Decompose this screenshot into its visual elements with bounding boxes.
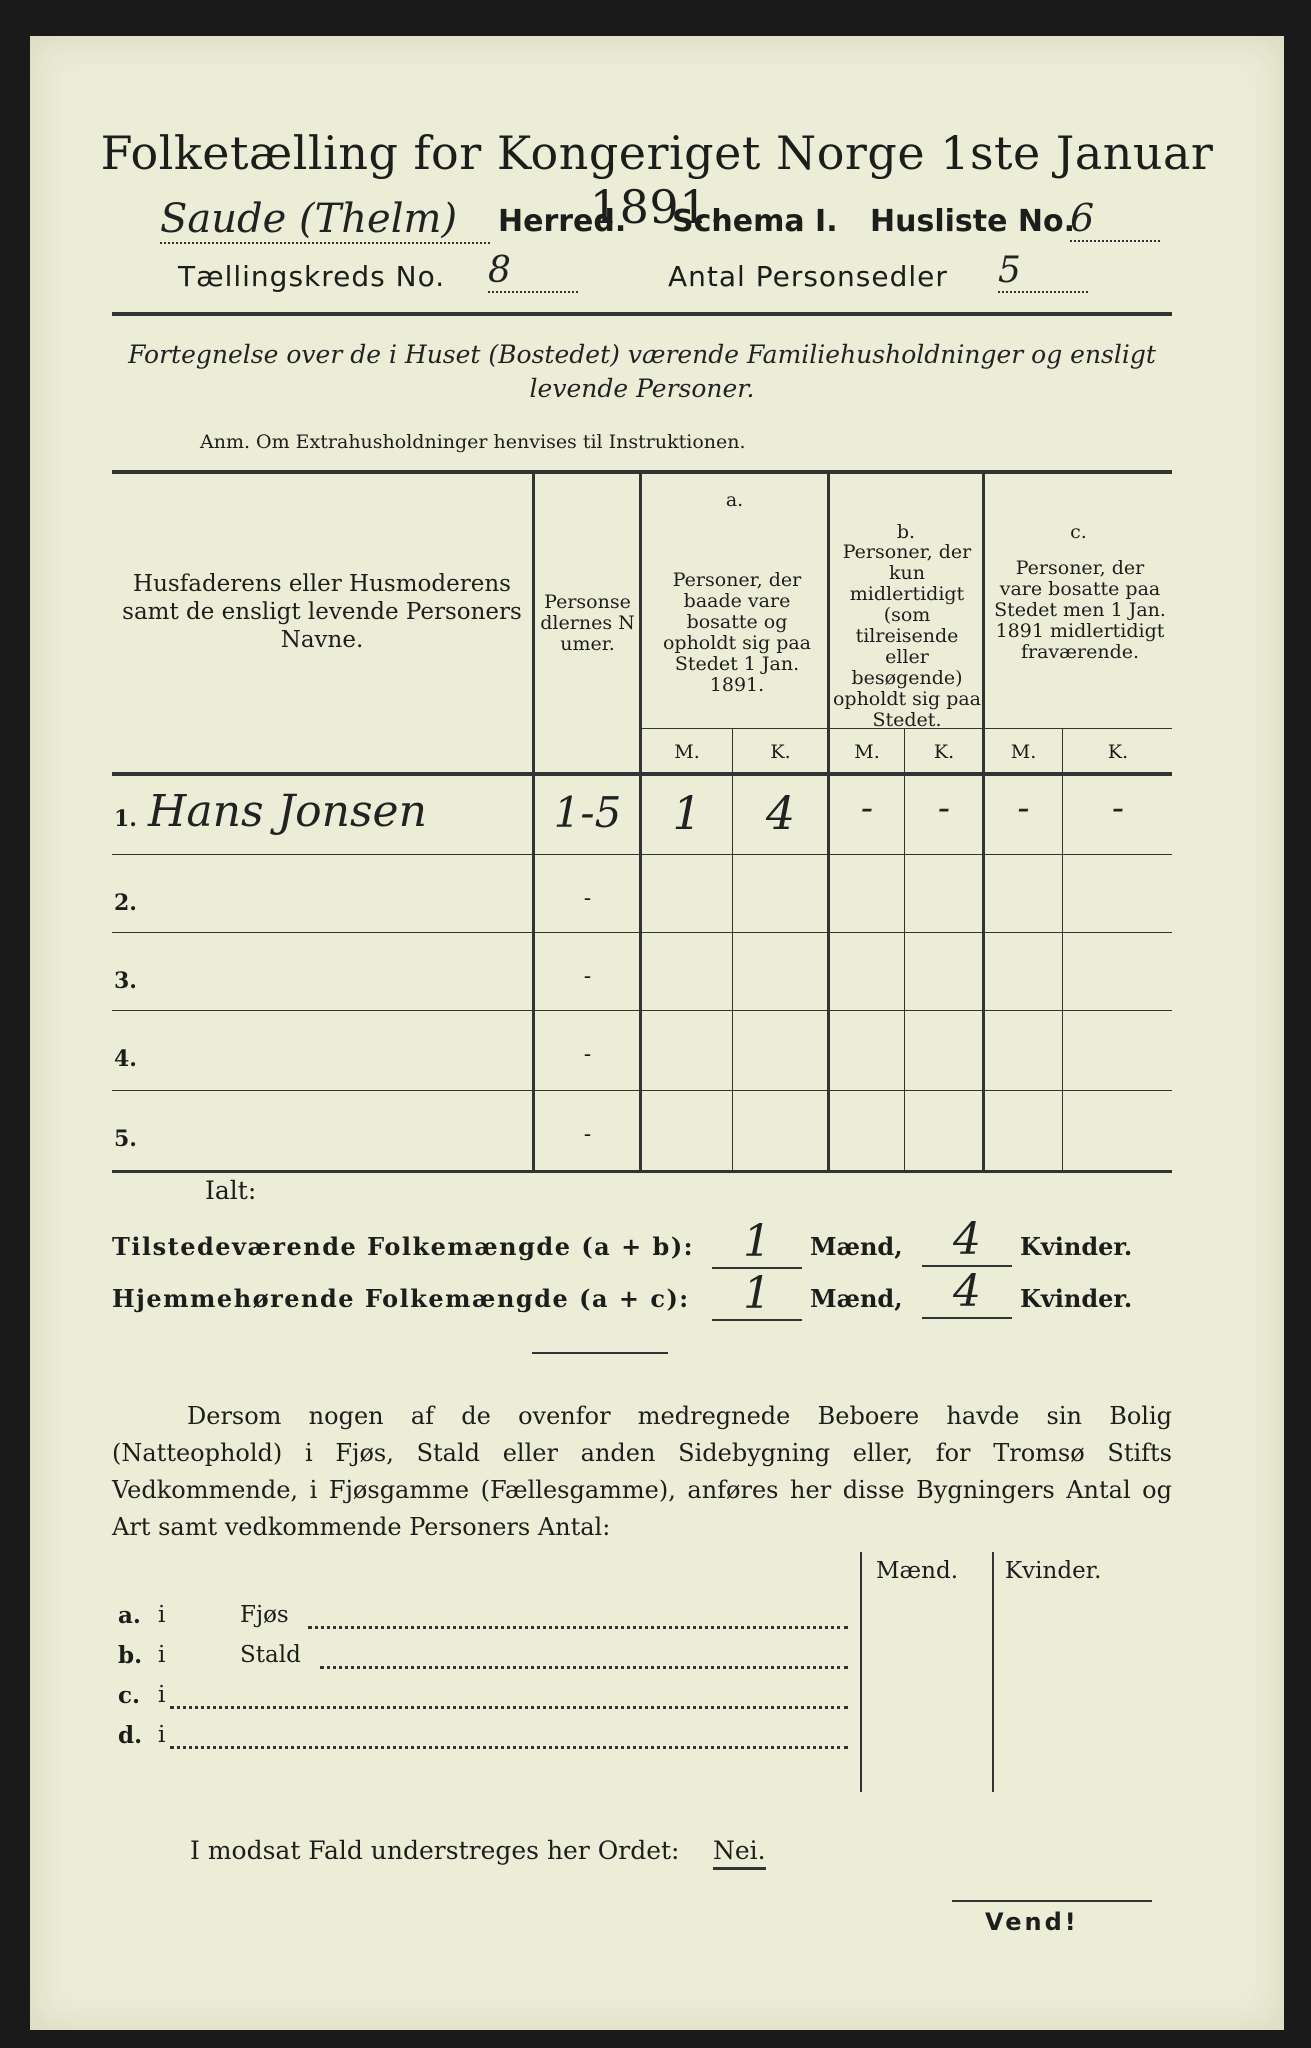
kreds-number: 8 [488,250,578,293]
table-row [112,934,1172,1012]
schema-label: Schema I. [672,204,838,239]
row-numer: - [583,964,592,989]
household-table [112,470,1172,1174]
list-item [118,1678,858,1718]
herred-name-handwritten: Saude (Thelm) [160,196,490,244]
item-i: i [158,1642,166,1668]
intro-text: Fortegnelse over de i Huset (Bostedet) værende Familiehusholdninger og ensligt levende Personer. [128,340,1156,403]
resident-women-count: 4 [922,1266,1012,1319]
col-header-b: Personer, der kun midlertidigt (som tilreisende eller besøgende) opholdt sig paa Stedet. [832,541,982,731]
resident-label: Hjemmehørende Folkemængde (a + c): [112,1284,690,1313]
list-item [118,1718,858,1758]
present-women-label: Kvinder. [1020,1232,1133,1261]
buildings-paragraph: Dersom nogen af de ovenfor medregnede Beboere havde sin Bolig (Natteophold) i Fjøs, Stald eller anden Sidebygning eller, for Tromsø Stifts Vedkommende, i Fjøsgamme (Fællesgamme), anføres her disse Bygningers Antal og Art samt vedkommende Personers Antal: [112,1402,1172,1541]
totals-present-line [112,1214,1172,1270]
col-am-head: M. [674,741,700,763]
present-label: Tilstedeværende Folkemængde (a + b): [112,1232,695,1261]
row-name-handwritten: Hans Jonsen [148,786,427,837]
row-numer: - [583,1122,592,1147]
vend-label: Vend! [985,1908,1079,1936]
col-header-name: Husfaderens eller Husmoderens samt de ensligt levende Personers Navne. [122,571,522,653]
buildings-list [118,1598,858,1798]
husliste-label: Husliste No. [870,204,1075,239]
table-row [112,776,1172,854]
nei-word: Nei. [713,1836,766,1870]
antal-label: Antal Personsedler [668,260,948,293]
row-numer: - [583,1042,592,1067]
row-b-k: - [937,788,951,829]
item-dotted-line [170,1746,848,1749]
table-top-rule [112,470,1172,474]
kreds-label: Tællingskreds No. [178,260,446,293]
present-men-count: 1 [712,1216,802,1269]
antal-number: 5 [998,250,1088,293]
item-label: Stald [240,1642,301,1668]
resident-men-count: 1 [712,1268,802,1321]
item-label: Fjøs [240,1602,289,1628]
resident-women-label: Kvinder. [1020,1284,1133,1313]
row-number: 5. [114,1126,137,1152]
table-row [112,856,1172,934]
item-i: i [158,1682,166,1708]
item-dotted-line [320,1666,848,1669]
herred-line [160,196,1180,256]
row-c-k: - [1111,788,1125,829]
row-rule [112,1090,1172,1091]
row-rule [112,854,1172,855]
table-bottom-rule [112,1170,1172,1173]
col-header-c: Personer, der vare bosatte paa Stedet men 1 Jan. 1891 midlertidigt fraværende. [994,557,1166,663]
husliste-number: 6 [1070,196,1160,242]
col-bk-head: K. [933,741,955,763]
list-item [118,1598,858,1638]
herred-label: Herred. [498,204,627,239]
buildings-men-head: Mænd. [876,1558,959,1584]
item-i: i [158,1722,166,1748]
col-ck-head: K. [1107,741,1129,763]
row-number: 1. [114,806,137,832]
section-divider [532,1352,668,1354]
col-cm-head: M. [1010,741,1037,763]
buildings-women-head: Kvinder. [1005,1558,1102,1584]
row-c-m: - [1017,788,1030,829]
table-row [112,1012,1172,1090]
col-header-a-letter: a. [725,489,744,511]
modsat-text: I modsat Fald understreges her Ordet: [190,1836,680,1865]
row-a-m: 1 [672,786,702,840]
list-item [118,1638,858,1678]
anm-note: Anm. Om Extrahusholdninger henvises til Instruktionen. [200,431,746,453]
col-bm-head: M. [854,741,880,763]
item-letter: d. [118,1722,143,1749]
col-header-b-letter: b. [896,521,916,543]
row-b-m: - [860,788,874,829]
buildings-col-separator [992,1552,997,1792]
mk-rule [642,728,1172,729]
row-rule [112,1010,1172,1011]
row-numer: - [583,886,592,911]
row-number: 3. [114,968,137,994]
table-row [112,1092,1172,1170]
col-header-numer: Personsedlernes Numer. [540,591,635,655]
form-title: Folketælling for Kongeriget Norge 1ste Januar 1891. [100,126,1214,234]
item-dotted-line [170,1706,848,1709]
item-letter: b. [118,1642,143,1669]
vend-rule [952,1900,1152,1902]
item-dotted-line [308,1626,848,1629]
item-letter: a. [118,1602,141,1629]
item-i: i [158,1602,166,1628]
present-men-label: Mænd, [810,1232,903,1261]
item-letter: c. [118,1682,141,1709]
col-header-a: Personer, der baade vare bosatte og opholdt sig paa Stedet 1 Jan. 1891. [662,569,812,696]
header-rule [112,312,1172,316]
row-number: 4. [114,1046,137,1072]
col-header-c-letter: c. [1070,521,1087,543]
buildings-col-separator [860,1552,865,1792]
present-women-count: 4 [922,1214,1012,1267]
row-numer: 1-5 [553,788,622,837]
ialt-label: Ialt: [205,1176,257,1205]
row-rule [112,932,1172,933]
totals-resident-line [112,1266,1172,1322]
col-ak-head: K. [770,741,791,763]
row-number: 2. [114,890,137,916]
kreds-line [178,250,1178,304]
resident-men-label: Mænd, [810,1284,903,1313]
census-form-page [30,36,1284,2030]
row-a-k: 4 [765,786,796,840]
